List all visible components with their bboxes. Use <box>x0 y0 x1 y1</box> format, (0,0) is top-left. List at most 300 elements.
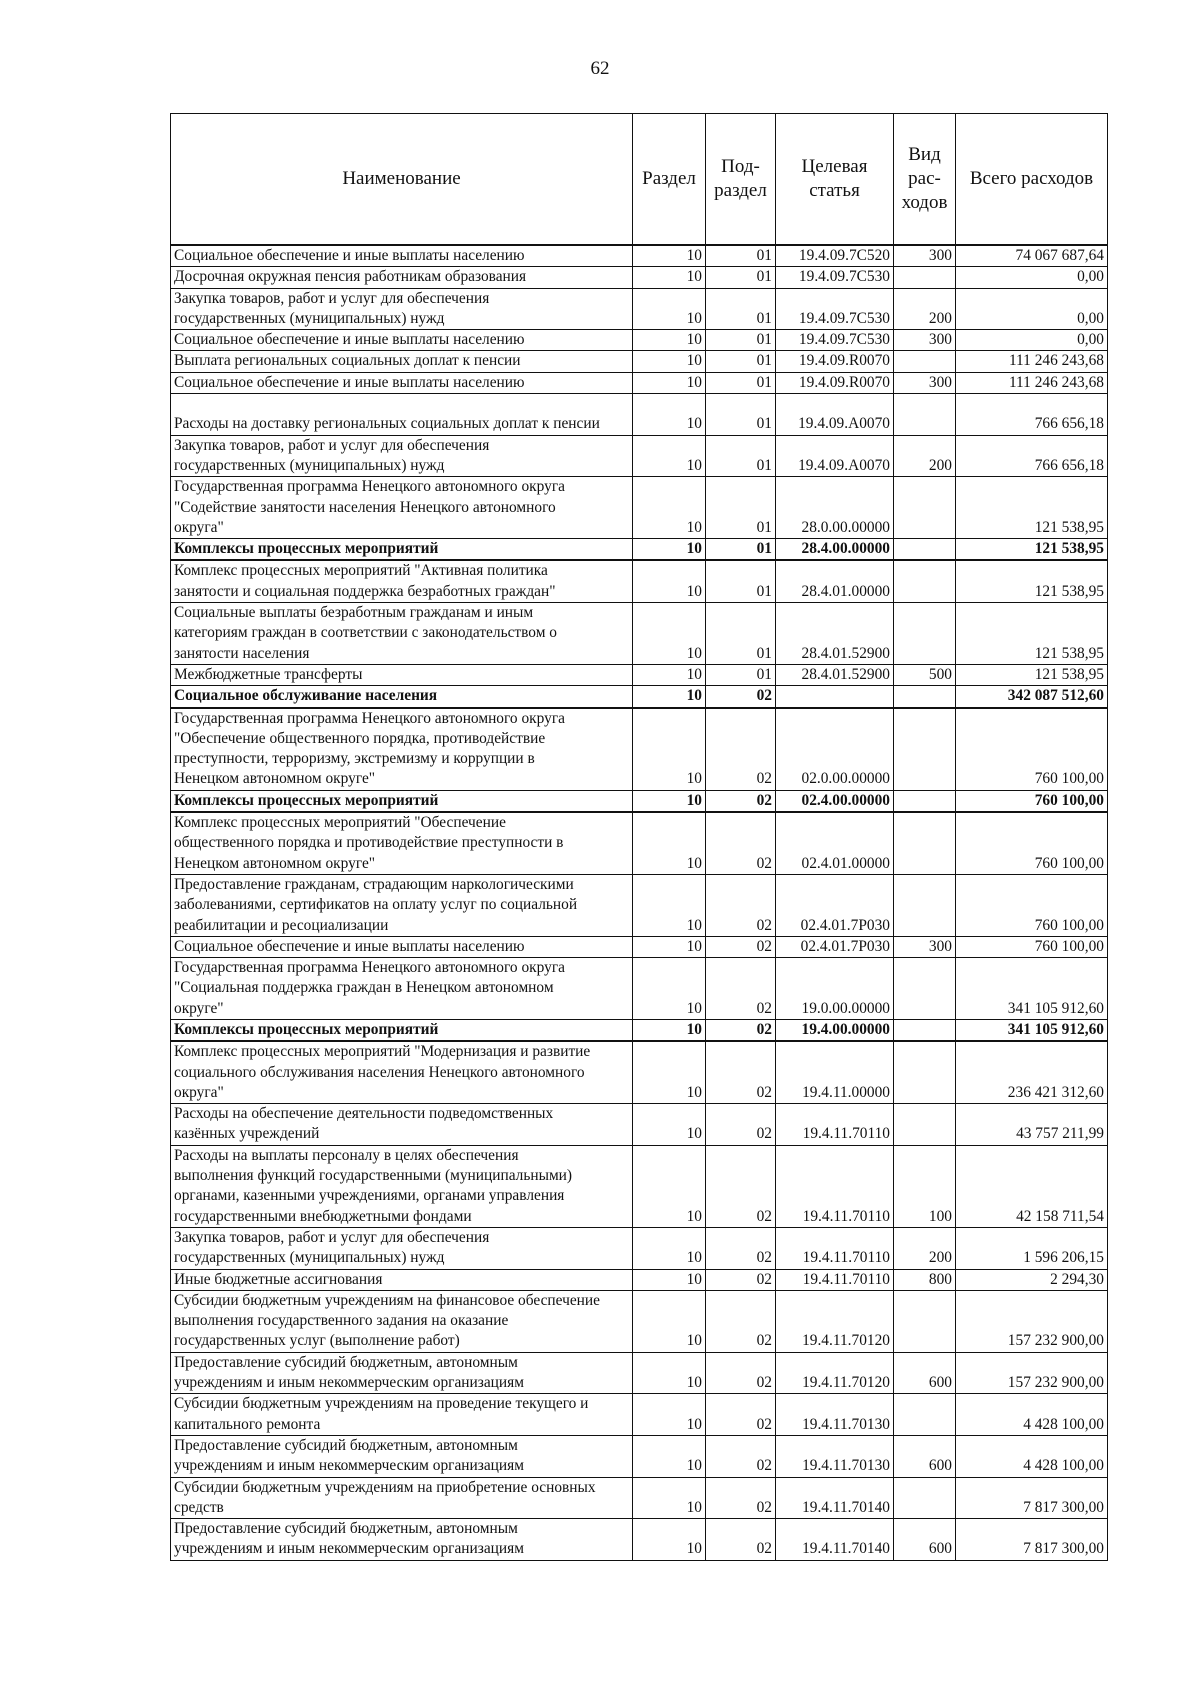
row-name-line: учреждениям и иным некоммерческим организациям <box>174 1457 524 1475</box>
row-name <box>171 245 633 267</box>
row-total: 0,00 <box>956 330 1108 351</box>
row-name <box>171 372 633 393</box>
row-expense-type: 500 <box>894 664 956 685</box>
table-row <box>171 1519 1108 1561</box>
table-row <box>171 936 1108 957</box>
table-row <box>171 245 1108 267</box>
row-name <box>171 874 633 936</box>
budget-table <box>170 113 1108 1561</box>
table-row <box>171 1019 1108 1041</box>
row-expense-type: 200 <box>894 435 956 477</box>
row-name-line: Субсидии бюджетным учреждениям на приобретение основных <box>174 1478 596 1496</box>
row-name-line: государственных (муниципальных) нужд <box>174 1249 445 1267</box>
table-row <box>171 1227 1108 1269</box>
row-total: 0,00 <box>956 288 1108 330</box>
row-razdel: 10 <box>633 958 706 1020</box>
row-name-line: Расходы на выплаты персоналу в целях обеспечения <box>174 1146 519 1164</box>
row-name-line: Социальное обеспечение и иные выплаты населению <box>174 937 525 955</box>
row-name <box>171 1145 633 1227</box>
row-razdel: 10 <box>633 1041 706 1103</box>
row-total: 342 087 512,60 <box>956 686 1108 708</box>
row-name-line: заболеваниями, сертификатов на оплату услуг по социальной <box>174 896 578 914</box>
row-name <box>171 790 633 812</box>
row-name-line: Комплексы процессных мероприятий <box>174 1020 439 1038</box>
row-target-article: 28.0.00.00000 <box>776 477 894 539</box>
row-target-article <box>776 686 894 708</box>
table-row <box>171 1269 1108 1290</box>
row-name-line: Предоставление субсидий бюджетным, автономным <box>174 1353 518 1371</box>
row-total: 74 067 687,64 <box>956 245 1108 267</box>
row-razdel: 10 <box>633 1394 706 1436</box>
row-total: 760 100,00 <box>956 874 1108 936</box>
row-expense-type <box>894 1019 956 1041</box>
row-name-line: "Социальная поддержка граждан в Ненецком автономном <box>174 979 554 997</box>
table-row <box>171 664 1108 685</box>
row-name <box>171 958 633 1020</box>
row-total: 111 246 243,68 <box>956 351 1108 372</box>
row-expense-type <box>894 539 956 561</box>
row-expense-type: 300 <box>894 245 956 267</box>
row-target-article: 19.4.11.70140 <box>776 1519 894 1561</box>
row-target-article: 19.4.09.R0070 <box>776 372 894 393</box>
row-name-line: государственных услуг (выполнение работ) <box>174 1332 460 1350</box>
row-name-line: Расходы на обеспечение деятельности подведомственных <box>174 1105 554 1123</box>
row-podrazdel: 02 <box>706 1041 776 1103</box>
row-total: 760 100,00 <box>956 936 1108 957</box>
row-expense-type: 300 <box>894 330 956 351</box>
row-razdel: 10 <box>633 664 706 685</box>
row-podrazdel: 02 <box>706 1290 776 1352</box>
row-name <box>171 330 633 351</box>
row-name-line: "Содействие занятости населения Ненецкого автономного <box>174 498 556 516</box>
row-razdel: 10 <box>633 330 706 351</box>
row-name <box>171 560 633 602</box>
row-total: 760 100,00 <box>956 708 1108 791</box>
row-target-article: 19.4.11.00000 <box>776 1041 894 1103</box>
row-name-line: Государственная программа Ненецкого автономного округа <box>174 478 565 496</box>
row-target-article: 19.4.09.A0070 <box>776 435 894 477</box>
row-name-line: Комплексы процессных мероприятий <box>174 540 439 558</box>
row-name <box>171 1227 633 1269</box>
row-podrazdel: 01 <box>706 394 776 436</box>
row-total: 1 596 206,15 <box>956 1227 1108 1269</box>
row-razdel: 10 <box>633 812 706 874</box>
row-razdel: 10 <box>633 1269 706 1290</box>
row-total: 4 428 100,00 <box>956 1435 1108 1477</box>
row-name <box>171 936 633 957</box>
row-name-line: государственных (муниципальных) нужд <box>174 309 445 327</box>
row-name-line: капитального ремонта <box>174 1415 321 1433</box>
row-name-line <box>174 394 629 414</box>
row-name-line: Ненецком автономном округе" <box>174 770 376 788</box>
row-razdel: 10 <box>633 936 706 957</box>
row-target-article: 19.4.09.7С530 <box>776 267 894 288</box>
row-expense-type <box>894 394 956 436</box>
row-target-article: 02.4.01.00000 <box>776 812 894 874</box>
row-target-article: 28.4.01.52900 <box>776 664 894 685</box>
row-razdel: 10 <box>633 267 706 288</box>
row-razdel: 10 <box>633 245 706 267</box>
header-razdel: Раздел <box>633 114 706 246</box>
row-name-line: Досрочная окружная пенсия работникам образования <box>174 268 527 286</box>
row-name-line: Закупка товаров, работ и услуг для обеспечения <box>174 436 490 454</box>
row-name-line: средств <box>174 1498 224 1516</box>
row-name-line: округе" <box>174 999 224 1017</box>
table-row <box>171 267 1108 288</box>
row-target-article: 19.4.11.70110 <box>776 1269 894 1290</box>
row-target-article: 19.4.11.70130 <box>776 1435 894 1477</box>
row-name-line: Комплекс процессных мероприятий "Модернизация и развитие <box>174 1043 591 1061</box>
table-row <box>171 351 1108 372</box>
row-podrazdel: 01 <box>706 477 776 539</box>
row-razdel: 10 <box>633 288 706 330</box>
row-expense-type <box>894 686 956 708</box>
row-expense-type: 600 <box>894 1435 956 1477</box>
row-name-line: казённых учреждений <box>174 1125 320 1143</box>
row-expense-type <box>894 1394 956 1436</box>
row-name-line: Социальное обеспечение и иные выплаты населению <box>174 373 525 391</box>
row-razdel: 10 <box>633 539 706 561</box>
row-total: 121 538,95 <box>956 477 1108 539</box>
table-row <box>171 603 1108 665</box>
table-row <box>171 477 1108 539</box>
row-target-article: 02.4.00.00000 <box>776 790 894 812</box>
row-total: 2 294,30 <box>956 1269 1108 1290</box>
row-name-line: социального обслуживания населения Ненецкого автономного <box>174 1063 585 1081</box>
row-expense-type <box>894 560 956 602</box>
row-target-article: 19.0.00.00000 <box>776 958 894 1020</box>
row-name-line: Социальные выплаты безработным гражданам и иным <box>174 604 534 622</box>
row-name-line: учреждениям и иным некоммерческим организациям <box>174 1540 524 1558</box>
row-expense-type: 800 <box>894 1269 956 1290</box>
row-name <box>171 686 633 708</box>
row-name-line: Закупка товаров, работ и услуг для обеспечения <box>174 1228 490 1246</box>
row-razdel: 10 <box>633 435 706 477</box>
row-name <box>171 664 633 685</box>
row-podrazdel: 01 <box>706 372 776 393</box>
row-target-article: 28.4.01.00000 <box>776 560 894 602</box>
table-row <box>171 539 1108 561</box>
row-name-line: "Обеспечение общественного порядка, противодействие <box>174 729 546 747</box>
table-row <box>171 1041 1108 1103</box>
row-podrazdel: 01 <box>706 603 776 665</box>
row-total: 121 538,95 <box>956 539 1108 561</box>
row-name-line: реабилитации и ресоциализации <box>174 916 389 934</box>
row-name <box>171 1041 633 1103</box>
row-razdel: 10 <box>633 790 706 812</box>
row-podrazdel: 02 <box>706 1394 776 1436</box>
row-razdel: 10 <box>633 1352 706 1394</box>
row-expense-type <box>894 267 956 288</box>
row-name-line: Предоставление субсидий бюджетным, автономным <box>174 1436 518 1454</box>
row-name-line: государственными внебюджетными фондами <box>174 1207 472 1225</box>
row-name-line: занятости населения <box>174 644 310 662</box>
row-name-line: округа" <box>174 1083 224 1101</box>
row-name <box>171 1290 633 1352</box>
row-name <box>171 435 633 477</box>
row-total: 121 538,95 <box>956 560 1108 602</box>
row-razdel: 10 <box>633 394 706 436</box>
row-name-line: Расходы на доставку региональных социальных доплат к пенсии <box>174 415 600 433</box>
table-row <box>171 435 1108 477</box>
row-name-line: Иные бюджетные ассигнования <box>174 1270 383 1288</box>
row-total: 157 232 900,00 <box>956 1290 1108 1352</box>
row-razdel: 10 <box>633 560 706 602</box>
row-total: 121 538,95 <box>956 603 1108 665</box>
table-row <box>171 790 1108 812</box>
row-name-line: учреждениям и иным некоммерческим организациям <box>174 1374 524 1392</box>
table-row <box>171 708 1108 791</box>
row-total: 43 757 211,99 <box>956 1104 1108 1146</box>
row-name-line: занятости и социальная поддержка безработных граждан" <box>174 582 556 600</box>
row-podrazdel: 01 <box>706 539 776 561</box>
table-row <box>171 1290 1108 1352</box>
row-total: 42 158 711,54 <box>956 1145 1108 1227</box>
row-name <box>171 1019 633 1041</box>
row-podrazdel: 02 <box>706 1227 776 1269</box>
row-target-article: 19.4.11.70110 <box>776 1104 894 1146</box>
row-razdel: 10 <box>633 1519 706 1561</box>
row-name-line: Социальное обеспечение и иные выплаты населению <box>174 247 525 264</box>
row-expense-type: 300 <box>894 936 956 957</box>
row-name-line: Выплата региональных социальных доплат к пенсии <box>174 352 521 370</box>
row-podrazdel: 02 <box>706 1104 776 1146</box>
row-expense-type <box>894 477 956 539</box>
row-expense-type <box>894 1290 956 1352</box>
row-total: 0,00 <box>956 267 1108 288</box>
row-podrazdel: 01 <box>706 351 776 372</box>
row-target-article: 28.4.00.00000 <box>776 539 894 561</box>
row-podrazdel: 02 <box>706 1352 776 1394</box>
row-name-line: Комплексы процессных мероприятий <box>174 791 439 809</box>
row-total: 236 421 312,60 <box>956 1041 1108 1103</box>
row-total: 341 105 912,60 <box>956 1019 1108 1041</box>
row-razdel: 10 <box>633 874 706 936</box>
row-name <box>171 267 633 288</box>
row-razdel: 10 <box>633 1290 706 1352</box>
header-podrazdel-text: Под- раздел <box>714 156 767 201</box>
header-podrazdel <box>706 114 776 246</box>
row-podrazdel: 01 <box>706 330 776 351</box>
row-target-article: 19.4.09.7С520 <box>776 245 894 267</box>
row-razdel: 10 <box>633 603 706 665</box>
table-row <box>171 372 1108 393</box>
row-name <box>171 1477 633 1519</box>
row-expense-type: 200 <box>894 288 956 330</box>
row-total: 766 656,18 <box>956 435 1108 477</box>
row-target-article: 19.4.11.70120 <box>776 1290 894 1352</box>
row-name-line: преступности, терроризму, экстремизму и коррупции в <box>174 750 535 768</box>
row-expense-type: 300 <box>894 372 956 393</box>
row-podrazdel: 02 <box>706 874 776 936</box>
row-target-article: 19.4.11.70110 <box>776 1145 894 1227</box>
row-expense-type: 600 <box>894 1519 956 1561</box>
table-body <box>171 245 1108 1560</box>
row-name-line: Предоставление гражданам, страдающим наркологическими <box>174 875 574 893</box>
header-target-article <box>776 114 894 246</box>
header-expense-type <box>894 114 956 246</box>
row-target-article: 19.4.11.70120 <box>776 1352 894 1394</box>
header-expense-type-text: Вид рас- ходов <box>901 144 948 213</box>
row-name <box>171 477 633 539</box>
table-row <box>171 1352 1108 1394</box>
row-podrazdel: 02 <box>706 1269 776 1290</box>
row-razdel: 10 <box>633 1104 706 1146</box>
row-name-line: Социальное обеспечение и иные выплаты населению <box>174 331 525 349</box>
row-total: 760 100,00 <box>956 790 1108 812</box>
row-expense-type <box>894 1104 956 1146</box>
table-row <box>171 394 1108 436</box>
row-razdel: 10 <box>633 477 706 539</box>
page-number: 62 <box>590 58 610 79</box>
row-razdel: 10 <box>633 1227 706 1269</box>
row-name-line: категориям граждан в соответствии с законодательством о <box>174 624 557 642</box>
row-target-article: 02.0.00.00000 <box>776 708 894 791</box>
row-total: 4 428 100,00 <box>956 1394 1108 1436</box>
row-target-article: 19.4.09.A0070 <box>776 394 894 436</box>
row-name-line: Государственная программа Ненецкого автономного округа <box>174 709 565 727</box>
row-podrazdel: 02 <box>706 1435 776 1477</box>
row-podrazdel: 02 <box>706 1477 776 1519</box>
row-name-line: Закупка товаров, работ и услуг для обеспечения <box>174 289 490 307</box>
row-podrazdel: 02 <box>706 958 776 1020</box>
row-total: 760 100,00 <box>956 812 1108 874</box>
row-total: 157 232 900,00 <box>956 1352 1108 1394</box>
row-razdel: 10 <box>633 351 706 372</box>
table-row <box>171 958 1108 1020</box>
row-name-line: Предоставление субсидий бюджетным, автономным <box>174 1520 518 1538</box>
row-name <box>171 708 633 791</box>
row-target-article: 28.4.01.52900 <box>776 603 894 665</box>
row-total: 341 105 912,60 <box>956 958 1108 1020</box>
table-row <box>171 1145 1108 1227</box>
row-podrazdel: 02 <box>706 812 776 874</box>
row-expense-type <box>894 351 956 372</box>
row-name-line: Ненецком автономном округе" <box>174 854 376 872</box>
row-name-line: органами, казенными учреждениями, органами управления <box>174 1187 565 1205</box>
row-expense-type <box>894 790 956 812</box>
table-row <box>171 686 1108 708</box>
row-target-article: 02.4.01.7Р030 <box>776 874 894 936</box>
row-podrazdel: 02 <box>706 686 776 708</box>
row-name-line: Субсидии бюджетным учреждениям на проведение текущего и <box>174 1395 589 1413</box>
row-target-article: 19.4.11.70130 <box>776 1394 894 1436</box>
table-row <box>171 874 1108 936</box>
header-target-article-text: Целевая статья <box>801 156 868 201</box>
row-name-line: общественного порядка и противодействие преступности в <box>174 834 564 852</box>
row-total: 7 817 300,00 <box>956 1519 1108 1561</box>
table-row <box>171 812 1108 874</box>
row-name <box>171 1269 633 1290</box>
row-total: 111 246 243,68 <box>956 372 1108 393</box>
row-expense-type: 600 <box>894 1352 956 1394</box>
row-razdel: 10 <box>633 1477 706 1519</box>
row-podrazdel: 02 <box>706 1519 776 1561</box>
row-name-line: Комплекс процессных мероприятий "Активная политика <box>174 562 548 580</box>
row-expense-type <box>894 603 956 665</box>
row-name <box>171 603 633 665</box>
row-name <box>171 1394 633 1436</box>
row-expense-type <box>894 812 956 874</box>
row-expense-type: 200 <box>894 1227 956 1269</box>
table-row <box>171 330 1108 351</box>
row-expense-type <box>894 1477 956 1519</box>
row-podrazdel: 01 <box>706 245 776 267</box>
row-podrazdel: 02 <box>706 1145 776 1227</box>
table-row <box>171 1477 1108 1519</box>
row-total: 7 817 300,00 <box>956 1477 1108 1519</box>
row-name-line: Социальное обслуживание населения <box>174 687 438 705</box>
row-podrazdel: 02 <box>706 1019 776 1041</box>
row-name-line: округа" <box>174 518 224 536</box>
row-name <box>171 351 633 372</box>
row-expense-type <box>894 1041 956 1103</box>
table-row <box>171 1394 1108 1436</box>
row-target-article: 19.4.09.7С530 <box>776 330 894 351</box>
table-row <box>171 1104 1108 1146</box>
row-target-article: 19.4.09.7С530 <box>776 288 894 330</box>
row-podrazdel: 01 <box>706 664 776 685</box>
row-name <box>171 288 633 330</box>
header-name: Наименование <box>171 114 633 246</box>
row-podrazdel: 01 <box>706 560 776 602</box>
row-target-article: 19.4.11.70110 <box>776 1227 894 1269</box>
row-name <box>171 1104 633 1146</box>
row-podrazdel: 01 <box>706 267 776 288</box>
row-expense-type <box>894 874 956 936</box>
table-row <box>171 560 1108 602</box>
row-razdel: 10 <box>633 686 706 708</box>
row-name-line: Субсидии бюджетным учреждениям на финансовое обеспечение <box>174 1291 600 1309</box>
row-name-line: выполнения государственного задания на оказание <box>174 1312 509 1330</box>
row-expense-type: 100 <box>894 1145 956 1227</box>
row-name-line: Государственная программа Ненецкого автономного округа <box>174 959 565 977</box>
header-total: Всего расходов <box>956 114 1108 246</box>
row-name <box>171 394 633 436</box>
row-podrazdel: 02 <box>706 708 776 791</box>
row-razdel: 10 <box>633 1019 706 1041</box>
row-total: 766 656,18 <box>956 394 1108 436</box>
row-podrazdel: 01 <box>706 288 776 330</box>
row-name-line: государственных (муниципальных) нужд <box>174 456 445 474</box>
row-expense-type <box>894 708 956 791</box>
row-name-line: Межбюджетные трансферты <box>174 665 363 683</box>
row-razdel: 10 <box>633 708 706 791</box>
table-header-row <box>171 114 1108 246</box>
row-podrazdel: 01 <box>706 435 776 477</box>
table-row <box>171 288 1108 330</box>
row-razdel: 10 <box>633 372 706 393</box>
row-razdel: 10 <box>633 1145 706 1227</box>
table-row <box>171 1435 1108 1477</box>
row-name <box>171 539 633 561</box>
row-target-article: 19.4.11.70140 <box>776 1477 894 1519</box>
row-target-article: 19.4.09.R0070 <box>776 351 894 372</box>
row-podrazdel: 02 <box>706 790 776 812</box>
row-name <box>171 812 633 874</box>
row-target-article: 02.4.01.7Р030 <box>776 936 894 957</box>
row-name <box>171 1435 633 1477</box>
row-razdel: 10 <box>633 1435 706 1477</box>
row-name <box>171 1352 633 1394</box>
row-podrazdel: 02 <box>706 936 776 957</box>
row-target-article: 19.4.00.00000 <box>776 1019 894 1041</box>
row-name-line: Комплекс процессных мероприятий "Обеспечение <box>174 814 506 832</box>
row-expense-type <box>894 958 956 1020</box>
row-name-line: выполнения функций государственными (муниципальными) <box>174 1167 573 1185</box>
row-name <box>171 1519 633 1561</box>
row-total: 121 538,95 <box>956 664 1108 685</box>
